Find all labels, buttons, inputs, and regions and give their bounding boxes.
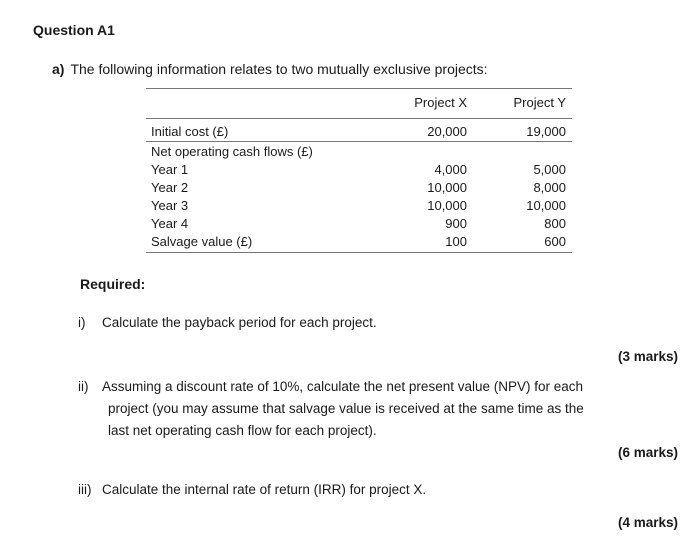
requirement-ii-text-line-2: project (you may assume that salvage value is received at the same time as the bbox=[108, 401, 584, 416]
initial-cost-rule bbox=[146, 141, 572, 142]
requirement-ii-text-line-1: Assuming a discount rate of 10%, calculate the net present value (NPV) for each bbox=[102, 379, 584, 394]
row-label-year-2: Year 2 bbox=[151, 180, 189, 195]
marks-ii: (6 marks) bbox=[617, 445, 678, 460]
roman-numeral-iii: iii) bbox=[78, 482, 92, 497]
marks-i: (3 marks) bbox=[617, 349, 678, 364]
row-label-year-1: Year 1 bbox=[151, 162, 189, 177]
row-label-salvage-value: Salvage value (£) bbox=[151, 234, 253, 249]
cell-y-year-2: 8,000 bbox=[533, 180, 566, 195]
header-project-y: Project Y bbox=[513, 95, 566, 110]
table-bottom-rule bbox=[146, 252, 572, 253]
required-heading: Required: bbox=[80, 276, 146, 292]
row-label-year-4: Year 4 bbox=[151, 216, 189, 231]
cell-x-salvage-value: 100 bbox=[445, 234, 467, 249]
question-intro bbox=[52, 61, 488, 77]
marks-iii: (4 marks) bbox=[617, 515, 678, 530]
roman-numeral-ii: ii) bbox=[78, 379, 89, 394]
requirement-ii bbox=[78, 379, 583, 394]
header-rule bbox=[146, 118, 572, 119]
row-label-net-cash-flows: Net operating cash flows (£) bbox=[151, 144, 313, 159]
cell-y-year-1: 5,000 bbox=[533, 162, 566, 177]
cell-x-year-2: 10,000 bbox=[427, 180, 467, 195]
cell-y-salvage-value: 600 bbox=[544, 234, 566, 249]
header-project-x: Project X bbox=[414, 95, 467, 110]
cell-x-year-4: 900 bbox=[445, 216, 467, 231]
requirement-i bbox=[78, 315, 377, 330]
requirement-iii-text: Calculate the internal rate of return (IRR) for project X. bbox=[102, 482, 427, 497]
cell-y-year-4: 800 bbox=[544, 216, 566, 231]
table-top-rule bbox=[146, 88, 572, 89]
cell-x-initial-cost: 20,000 bbox=[427, 124, 467, 139]
cell-y-initial-cost: 19,000 bbox=[526, 124, 566, 139]
part-label: a) bbox=[52, 61, 65, 77]
intro-text: The following information relates to two mutually exclusive projects: bbox=[70, 61, 488, 77]
cell-x-year-3: 10,000 bbox=[427, 198, 467, 213]
requirement-ii-text-line-3: last net operating cash flow for each project). bbox=[108, 423, 377, 438]
project-table bbox=[146, 88, 572, 258]
question-title: Question A1 bbox=[33, 22, 115, 38]
row-label-initial-cost: Initial cost (£) bbox=[151, 124, 229, 139]
roman-numeral-i: i) bbox=[78, 315, 86, 330]
cell-x-year-1: 4,000 bbox=[434, 162, 467, 177]
cell-y-year-3: 10,000 bbox=[526, 198, 566, 213]
row-label-year-3: Year 3 bbox=[151, 198, 189, 213]
requirement-i-text: Calculate the payback period for each project. bbox=[102, 315, 377, 330]
requirement-iii bbox=[78, 482, 426, 497]
